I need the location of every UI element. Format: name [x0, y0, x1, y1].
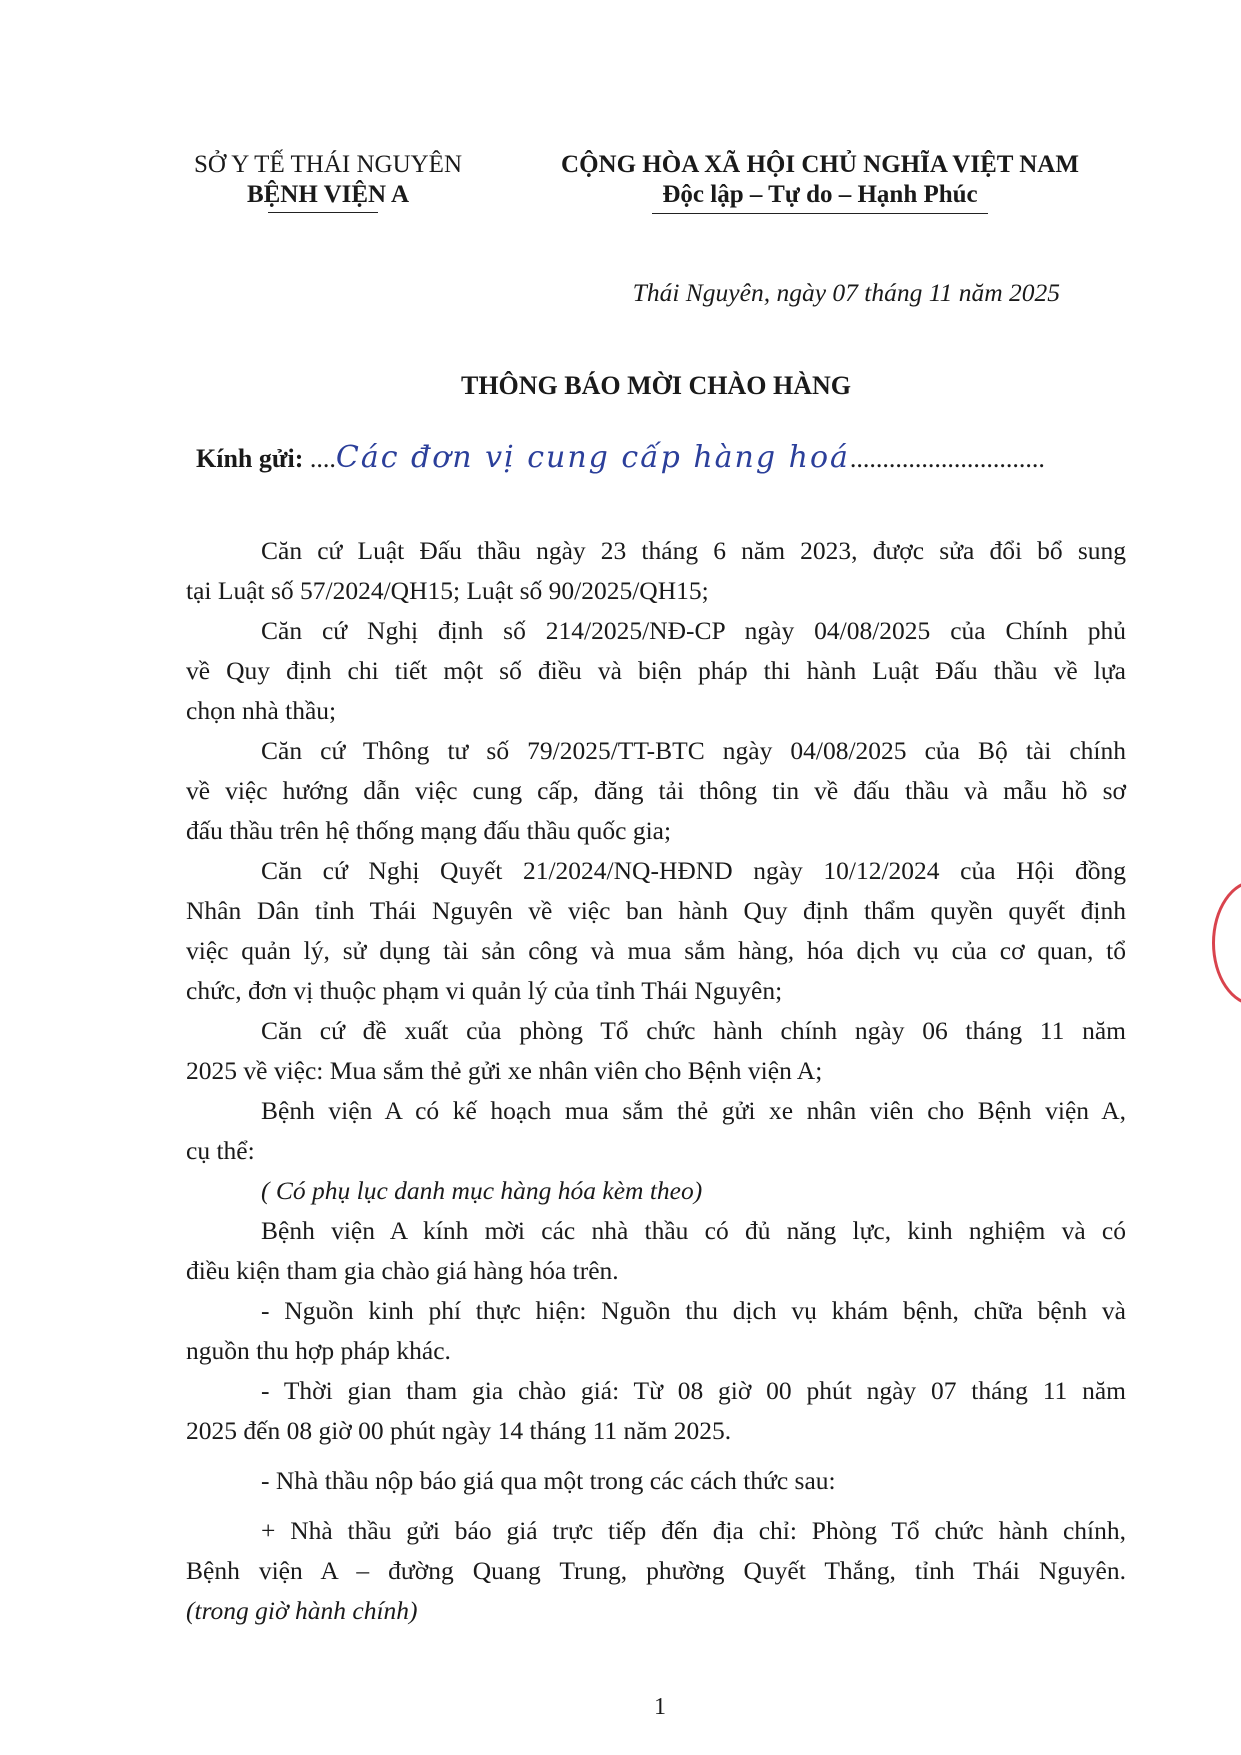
body-line: Căn cứ Thông tư số 79/2025/TT-BTC ngày 04/08/2025 của Bộ tài chính — [261, 736, 1126, 765]
body-line: - Nguồn kinh phí thực hiện: Nguồn thu dịch vụ khám bệnh, chữa bệnh và — [261, 1296, 1126, 1325]
body-line: tại Luật số 57/2024/QH15; Luật số 90/2025/QH15; — [186, 576, 709, 605]
body-line: - Thời gian tham gia chào giá: Từ 08 giờ 00 phút ngày 07 tháng 11 năm — [261, 1376, 1126, 1405]
stamp-seal — [1212, 880, 1241, 1006]
date-line: Thái Nguyên, ngày 07 tháng 11 năm 2025 — [632, 278, 1060, 307]
body-line: cụ thể: — [186, 1136, 255, 1165]
recipient-dots-before: .... — [309, 444, 336, 473]
unit-underline — [268, 212, 378, 213]
recipient-dots-after: .............................. — [849, 444, 1045, 473]
body-line: đấu thầu trên hệ thống mạng đấu thầu quốc gia; — [186, 816, 672, 845]
body-line: nguồn thu hợp pháp khác. — [186, 1336, 451, 1365]
recipient-line — [196, 440, 1045, 477]
recipient-label: Kính gửi: — [196, 444, 304, 473]
body-line: Căn cứ Nghị Quyết 21/2024/NQ-HĐND ngày 10/12/2024 của Hội đồng — [261, 856, 1126, 885]
body-line: về Quy định chi tiết một số điều và biện pháp thi hành Luật Đấu thầu về lựa — [186, 656, 1126, 685]
recipient-handwritten: Các đơn vị cung cấp hàng hoá — [335, 440, 850, 475]
body-line: việc quản lý, sử dụng tài sản công và mua sắm hàng, hóa dịch vụ của cơ quan, tổ — [186, 936, 1126, 965]
body-line: Căn cứ Luật Đấu thầu ngày 23 tháng 6 năm 2023, được sửa đổi bổ sung — [261, 536, 1126, 565]
body-line: chức, đơn vị thuộc phạm vi quản lý của tỉnh Thái Nguyên; — [186, 976, 783, 1005]
appendix-note: ( Có phụ lục danh mục hàng hóa kèm theo) — [261, 1176, 703, 1205]
body-line: (trong giờ hành chính) — [186, 1596, 418, 1625]
motto: Độc lập – Tự do – Hạnh Phúc — [662, 181, 978, 208]
body-line: về việc hướng dẫn việc cung cấp, đăng tải thông tin về đấu thầu và mẫu hồ sơ — [186, 776, 1126, 805]
body-line: 2025 về việc: Mua sắm thẻ gửi xe nhân viên cho Bệnh viện A; — [186, 1056, 823, 1085]
motto-underline — [652, 213, 988, 214]
body-line: chọn nhà thầu; — [186, 696, 337, 725]
body-line: + Nhà thầu gửi báo giá trực tiếp đến địa chỉ: Phòng Tổ chức hành chính, — [261, 1516, 1126, 1545]
body-line: Nhân Dân tỉnh Thái Nguyên về việc ban hành Quy định thẩm quyền quyết định — [186, 896, 1126, 925]
body-line: điều kiện tham gia chào giá hàng hóa trên. — [186, 1256, 619, 1285]
body-line: - Nhà thầu nộp báo giá qua một trong các cách thức sau: — [261, 1466, 836, 1495]
page-number: 1 — [654, 1694, 666, 1720]
document-title: THÔNG BÁO MỜI CHÀO HÀNG — [460, 371, 851, 400]
nation-title: CỘNG HÒA XÃ HỘI CHỦ NGHĨA VIỆT NAM — [561, 151, 1079, 178]
body-line: Bệnh viện A kính mời các nhà thầu có đủ năng lực, kinh nghiệm và có — [261, 1216, 1126, 1245]
agency-name: SỞ Y TẾ THÁI NGUYÊN — [193, 151, 463, 178]
body-line: Căn cứ đề xuất của phòng Tổ chức hành chính ngày 06 tháng 11 năm — [261, 1016, 1126, 1045]
body-line: Bệnh viện A – đường Quang Trung, phường Quyết Thắng, tỉnh Thái Nguyên. — [186, 1556, 1126, 1585]
body-line: Bệnh viện A có kế hoạch mua sắm thẻ gửi xe nhân viên cho Bệnh viện A, — [261, 1096, 1126, 1125]
body-line: 2025 đến 08 giờ 00 phút ngày 14 tháng 11 năm 2025. — [186, 1416, 732, 1445]
unit-name: BỆNH VIỆN A — [246, 181, 410, 208]
body-line: Căn cứ Nghị định số 214/2025/NĐ-CP ngày 04/08/2025 của Chính phủ — [261, 616, 1126, 645]
